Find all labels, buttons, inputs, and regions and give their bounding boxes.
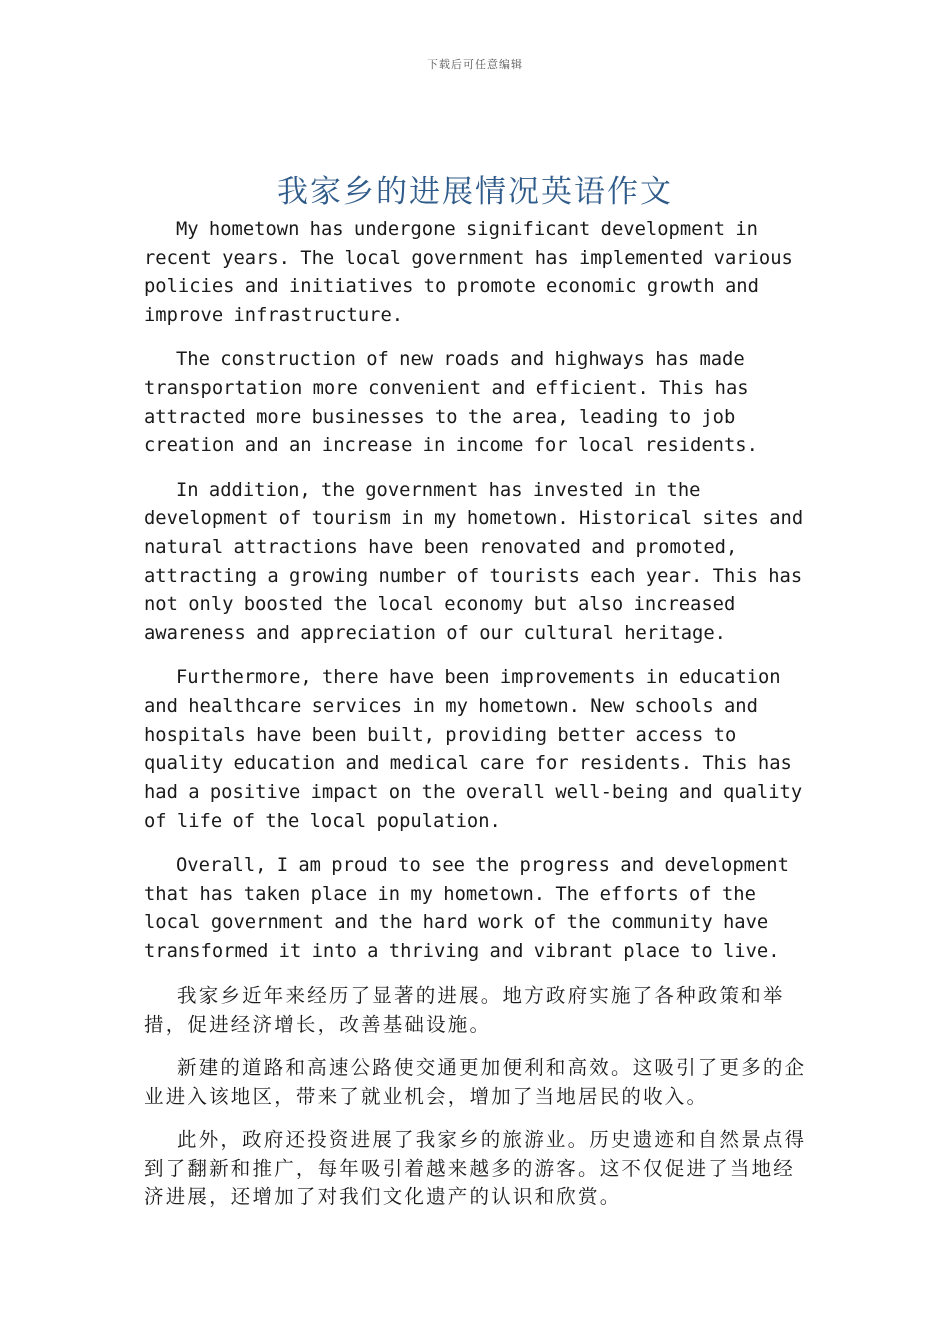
english-paragraph: My hometown has undergone significant development in recent years. The local government has implemented various policies and initiatives to promote economic growth and improve infrastructure. <box>144 219 793 327</box>
english-paragraph: Overall, I am proud to see the progress and development that has taken place in my hometown. The efforts of the local government and the hard work of the community have transformed it into a thriving and vibrant place to live. <box>144 855 789 963</box>
chinese-paragraph: 新建的道路和高速公路使交通更加便利和高效。这吸引了更多的企业进入该地区，带来了就业机会，增加了当地居民的收入。 <box>144 1056 807 1108</box>
chinese-paragraph: 我家乡近年来经历了显著的进展。地方政府实施了各种政策和举措，促进经济增长，改善基础设施。 <box>144 984 785 1036</box>
header-note: 下载后可任意编辑 <box>427 58 523 71</box>
chinese-paragraph: 此外，政府还投资进展了我家乡的旅游业。历史遗迹和自然景点得到了翻新和推广，每年吸引着越来越多的游客。这不仅促进了当地经济进展，还增加了对我们文化遗产的认识和欣赏。 <box>144 1128 807 1209</box>
english-paragraph: Furthermore, there have been improvements in education and healthcare services in my hometown. New schools and hospitals have been built, providing better access to quality education and medical care for residents. This has had a positive impact on the overall well-being and quality of life of the local population. <box>144 667 803 832</box>
document-body <box>144 216 810 1227</box>
english-paragraph: The construction of new roads and highways has made transportation more convenient and efficient. This has attracted more businesses to the area, leading to job creation and an increase in income for local residents. <box>144 349 758 457</box>
english-paragraph: In addition, the government has invested in the development of tourism in my hometown. Historical sites and natural attractions have been renovated and promoted, attracting a growing number of tourists each year. This has not only boosted the local economy but also increased awareness and appreciation of our cultural heritage. <box>144 479 804 645</box>
document-title: 我家乡的进展情况英语作文 <box>277 174 673 210</box>
